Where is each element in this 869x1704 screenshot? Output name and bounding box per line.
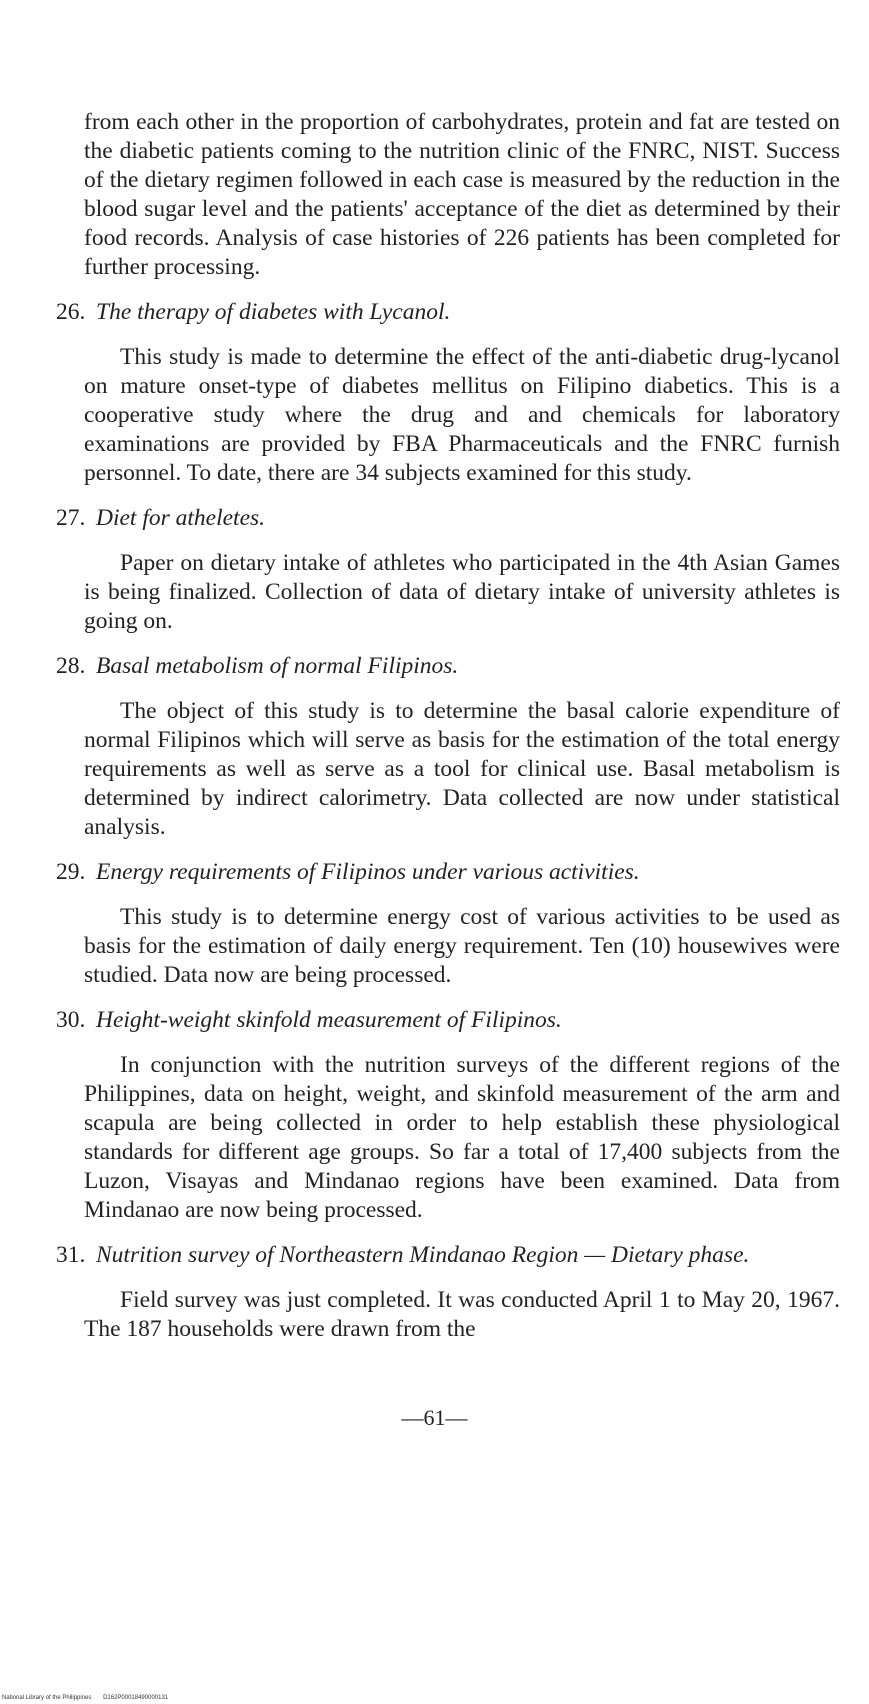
item-heading-27 [56, 504, 840, 533]
item-number: 30. [56, 1007, 86, 1033]
footer-record-id: D162P00018490000131 [103, 1695, 169, 1701]
item-body-26: This study is made to determine the effect of the anti-diabetic drug-lycanol on mature onset-type of diabetes mellitus on Filipino diabetics. This is a cooperative study where the drug and and chemicals for laboratory examinations are provided by FBA Pharmaceuticals and the FNRC furnish personnel. To date, there are 34 subjects examined for this study. [84, 344, 840, 486]
item-heading-28 [56, 652, 840, 681]
item-body-31: Field survey was just completed. It was conducted April 1 to May 20, 1967. The 187 households were drawn from the [84, 1287, 840, 1342]
item-body-29: This study is to determine energy cost of various activities to be used as basis for the estimation of daily energy requirement. Ten (10) housewives were studied. Data now are being processed. [84, 904, 840, 988]
item-title: Nutrition survey of Northeastern Mindanao Region — Dietary phase. [96, 1242, 750, 1268]
opening-paragraph: from each other in the proportion of carbohydrates, protein and fat are tested on the diabetic patients coming to the nutrition clinic of the FNRC, NIST. Success of the dietary regimen followed in each case is measured by the reduction in the blood sugar level and the patients' acceptance of the diet as determined by their food records. Analysis of case histories of 226 patients has been completed for further processing. [84, 109, 840, 280]
scan-footer [2, 1694, 178, 1702]
item-number: 28. [56, 653, 86, 679]
item-title: Basal metabolism of normal Filipinos. [96, 653, 459, 679]
item-title: Diet for atheletes. [96, 505, 266, 531]
item-number: 31. [56, 1242, 86, 1268]
item-heading-26 [56, 298, 840, 327]
item-number: 26. [56, 299, 86, 325]
item-title: Height-weight skinfold measurement of Filipinos. [96, 1007, 562, 1033]
item-number: 29. [56, 859, 86, 885]
item-heading-31 [56, 1241, 840, 1270]
item-body-30: In conjunction with the nutrition surveys of the different regions of the Philippines, data on height, weight, and skinfold measurement of the arm and scapula are being collected in order to help establish these physiological standards for different age groups. So far a total of 17,400 subjects from the Luzon, Visayas and Mindanao regions have been examined. Data from Mindanao are now being processed. [84, 1052, 840, 1223]
item-body-28: The object of this study is to determine the basal calorie expenditure of normal Filipinos which will serve as basis for the estimation of the total energy requirements as well as serve as a tool for clinical use. Basal metabolism is determined by indirect calorimetry. Data collected are now under statistical analysis. [84, 698, 840, 840]
footer-library: National Library of the Philippines [2, 1695, 92, 1701]
text-column [56, 108, 840, 1352]
item-number: 27. [56, 505, 86, 531]
item-title: The therapy of diabetes with Lycanol. [96, 299, 451, 325]
item-title: Energy requirements of Filipinos under various activities. [96, 859, 640, 885]
item-body-27: Paper on dietary intake of athletes who participated in the 4th Asian Games is being finalized. Collection of data of dietary intake of university athletes is going on. [84, 550, 840, 634]
item-heading-29 [56, 858, 840, 887]
page-number: —61— [401, 1405, 468, 1430]
item-heading-30 [56, 1006, 840, 1035]
